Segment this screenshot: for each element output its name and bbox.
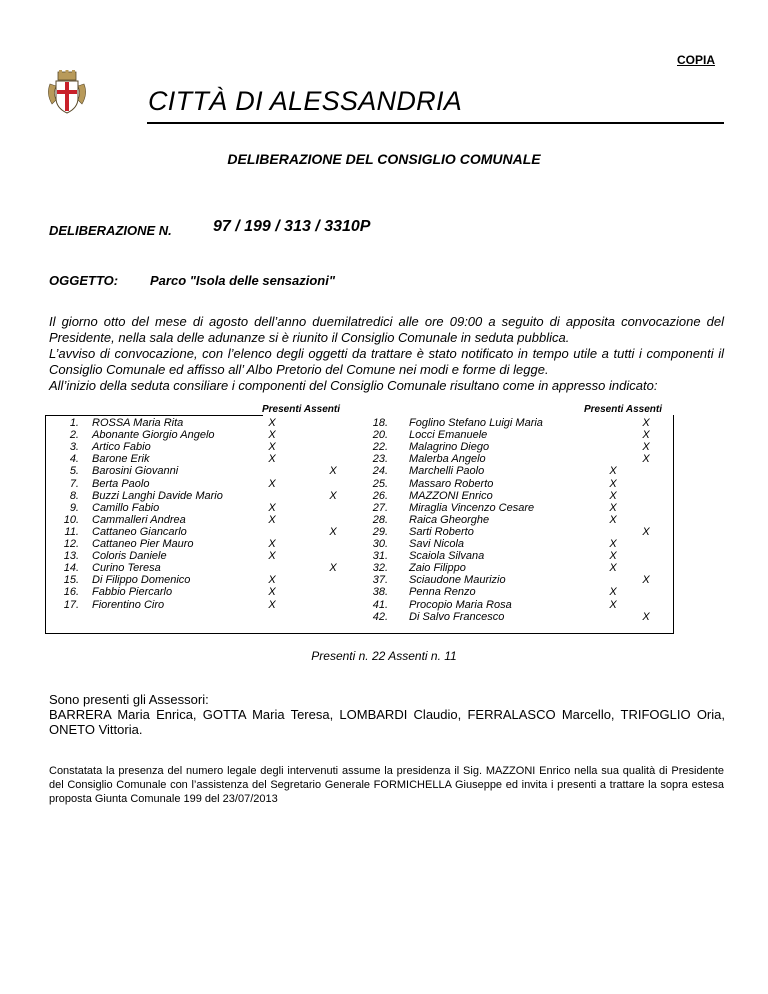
member-number: 38. xyxy=(372,586,388,599)
closing-paragraph: Constatata la presenza del numero legale degli intervenuti assume la presidenza il Sig. MAZZONI Enrico nella sua qualità di Presidente del Consiglio Comunale con l’assistenza del Segretario Generale FORMICHELLA Giuseppe ed invita i presenti a trattare la sopra estesa proposta Giunta Comunale 199 del 23/07/2013 xyxy=(49,765,724,805)
member-name: Marchelli Paolo xyxy=(409,465,485,478)
subject-value: Parco "Isola delle sensazioni" xyxy=(150,273,336,288)
member-name: Raica Gheorghe xyxy=(409,513,490,526)
member-name: Di Salvo Francesco xyxy=(409,610,505,623)
present-mark: X xyxy=(609,489,617,502)
member-number: 1. xyxy=(69,417,79,429)
city-title: CITTÀ DI ALESSANDRIA xyxy=(148,86,463,116)
member-number: 7. xyxy=(69,477,79,490)
member-number: 13. xyxy=(63,550,79,563)
member-name: Massaro Roberto xyxy=(409,477,494,490)
member-name: Procopio Maria Rosa xyxy=(409,598,512,611)
member-number: 31. xyxy=(372,550,388,563)
assessori-intro: Sono presenti gli Assessori: xyxy=(49,692,209,707)
present-mark: X xyxy=(268,477,276,490)
member-name: Locci Emanuele xyxy=(409,429,488,442)
absent-mark: X xyxy=(642,429,650,442)
member-number: 28. xyxy=(372,513,388,526)
member-name: Barone Erik xyxy=(92,453,150,466)
member-name: Malerba Angelo xyxy=(409,453,486,466)
present-mark: X xyxy=(268,417,276,429)
present-mark: X xyxy=(268,574,276,587)
intro-paragraph: Il giorno otto del mese di agosto dell’anno duemilatredici alle ore 09:00 a seguito di apposita convocazione del Presidente, nella sala delle adunanze si è riunito il Consiglio Comunale in seduta pubblica. xyxy=(49,314,724,345)
member-number: 42. xyxy=(372,610,388,623)
present-mark: X xyxy=(609,550,617,563)
present-mark: X xyxy=(268,501,276,514)
city-crest-icon xyxy=(44,70,90,116)
member-number: 14. xyxy=(63,562,79,575)
member-number: 30. xyxy=(372,538,388,550)
member-name: Sarti Roberto xyxy=(409,525,474,538)
member-name: Camillo Fabio xyxy=(92,501,160,514)
intro-text xyxy=(49,314,724,394)
member-number: 15. xyxy=(63,574,79,587)
member-name: Cattaneo Giancarlo xyxy=(92,525,187,538)
present-mark: X xyxy=(609,477,617,490)
member-name: Di Filippo Domenico xyxy=(92,574,191,587)
member-name: Miraglia Vincenzo Cesare xyxy=(409,501,535,514)
member-name: Artico Fabio xyxy=(92,441,151,454)
title-divider xyxy=(147,122,724,124)
copy-label: COPIA xyxy=(677,53,716,67)
attendance-summary: Presenti n. 22 Assenti n. 11 xyxy=(311,649,457,663)
member-number: 17. xyxy=(63,598,79,611)
member-name: Foglino Stefano Luigi Maria xyxy=(409,417,543,429)
member-number: 2. xyxy=(69,429,79,442)
member-number: 32. xyxy=(372,562,388,575)
present-mark: X xyxy=(268,429,276,442)
present-mark: X xyxy=(609,465,617,478)
present-mark: X xyxy=(268,441,276,454)
member-number: 9. xyxy=(69,501,79,514)
absent-mark: X xyxy=(642,525,650,538)
member-name: Penna Renzo xyxy=(409,586,476,599)
member-number: 26. xyxy=(372,489,388,502)
member-number: 27. xyxy=(372,501,388,514)
assessori-names-line: ONETO Vittoria. xyxy=(49,722,143,737)
member-number: 24. xyxy=(372,465,388,478)
attendance-header-right: Presenti Assenti xyxy=(584,404,662,415)
member-number: 20. xyxy=(372,429,388,442)
present-mark: X xyxy=(609,586,617,599)
present-mark: X xyxy=(609,501,617,514)
present-mark: X xyxy=(268,598,276,611)
member-number: 11. xyxy=(64,525,79,538)
member-name: Buzzi Langhi Davide Mario xyxy=(92,489,223,502)
member-name: Savi Nicola xyxy=(409,538,465,550)
intro-paragraph: All’inizio della seduta consiliare i componenti del Consiglio Comunale risultano come in appresso indicato: xyxy=(49,378,658,393)
member-number: 18. xyxy=(372,417,388,429)
member-number: 23. xyxy=(372,453,388,466)
present-mark: X xyxy=(268,513,276,526)
present-mark: X xyxy=(609,598,617,611)
member-name: Malagrino Diego xyxy=(409,441,490,454)
absent-mark: X xyxy=(642,610,650,623)
member-number: 25. xyxy=(372,477,388,490)
absent-mark: X xyxy=(642,574,650,587)
member-name: Zaio Filippo xyxy=(409,562,466,575)
member-name: Cammalleri Andrea xyxy=(92,513,186,526)
member-name: ROSSA Maria Rita xyxy=(92,417,184,429)
member-name: Fabbio Piercarlo xyxy=(92,586,173,599)
absent-mark: X xyxy=(642,453,650,466)
present-mark: X xyxy=(268,586,276,599)
present-mark: X xyxy=(268,453,276,466)
absent-mark: X xyxy=(329,525,337,538)
present-mark: X xyxy=(609,538,617,550)
member-name: Sciaudone Maurizio xyxy=(409,574,506,587)
member-number: 10. xyxy=(63,513,79,526)
member-name: Coloris Daniele xyxy=(92,550,167,563)
member-name: Fiorentino Ciro xyxy=(92,598,165,611)
member-number: 37. xyxy=(372,574,388,587)
member-name: Cattaneo Pier Mauro xyxy=(92,538,194,550)
absent-mark: X xyxy=(642,441,650,454)
absent-mark: X xyxy=(329,465,337,478)
present-mark: X xyxy=(609,513,617,526)
intro-paragraph: L’avviso di convocazione, con l’elenco degli oggetti da trattare è stato notificato in tempo utile a tutti i componenti il Consiglio Comunale ed affisso all’ Albo Pretorio del Comune nei modi e forme di legge. xyxy=(49,346,724,377)
absent-mark: X xyxy=(329,562,337,575)
deliberation-label: DELIBERAZIONE N. xyxy=(49,223,172,238)
absent-mark: X xyxy=(642,417,650,429)
member-name: Berta Paolo xyxy=(92,477,150,490)
member-number: 29. xyxy=(372,525,388,538)
assessori-names-line: BARRERA Maria Enrica, GOTTA Maria Teresa, LOMBARDI Claudio, FERRALASCO Marcello, TRIFOGLIO Oria, xyxy=(49,707,725,722)
present-mark: X xyxy=(268,538,276,550)
member-name: Barosini Giovanni xyxy=(92,465,179,478)
present-mark: X xyxy=(268,550,276,563)
member-name: Scaiola Silvana xyxy=(409,550,485,563)
member-name: MAZZONI Enrico xyxy=(409,489,493,502)
present-mark: X xyxy=(609,562,617,575)
subject-label: OGGETTO: xyxy=(49,273,119,288)
member-number: 41. xyxy=(372,598,388,611)
document-title: DELIBERAZIONE DEL CONSIGLIO COMUNALE xyxy=(227,151,541,167)
member-name: Curino Teresa xyxy=(92,562,161,575)
member-number: 22. xyxy=(372,441,388,454)
member-number: 16. xyxy=(63,586,79,599)
member-number: 4. xyxy=(69,453,79,466)
deliberation-number: 97 / 199 / 313 / 3310P xyxy=(213,218,371,235)
absent-mark: X xyxy=(329,489,337,502)
member-number: 5. xyxy=(69,465,79,478)
assessori-section xyxy=(49,692,725,737)
attendance-header-left: Presenti Assenti xyxy=(262,404,340,415)
member-number: 12. xyxy=(63,538,79,550)
member-name: Abonante Giorgio Angelo xyxy=(92,429,215,442)
member-number: 3. xyxy=(69,441,79,454)
member-number: 8. xyxy=(69,489,79,502)
